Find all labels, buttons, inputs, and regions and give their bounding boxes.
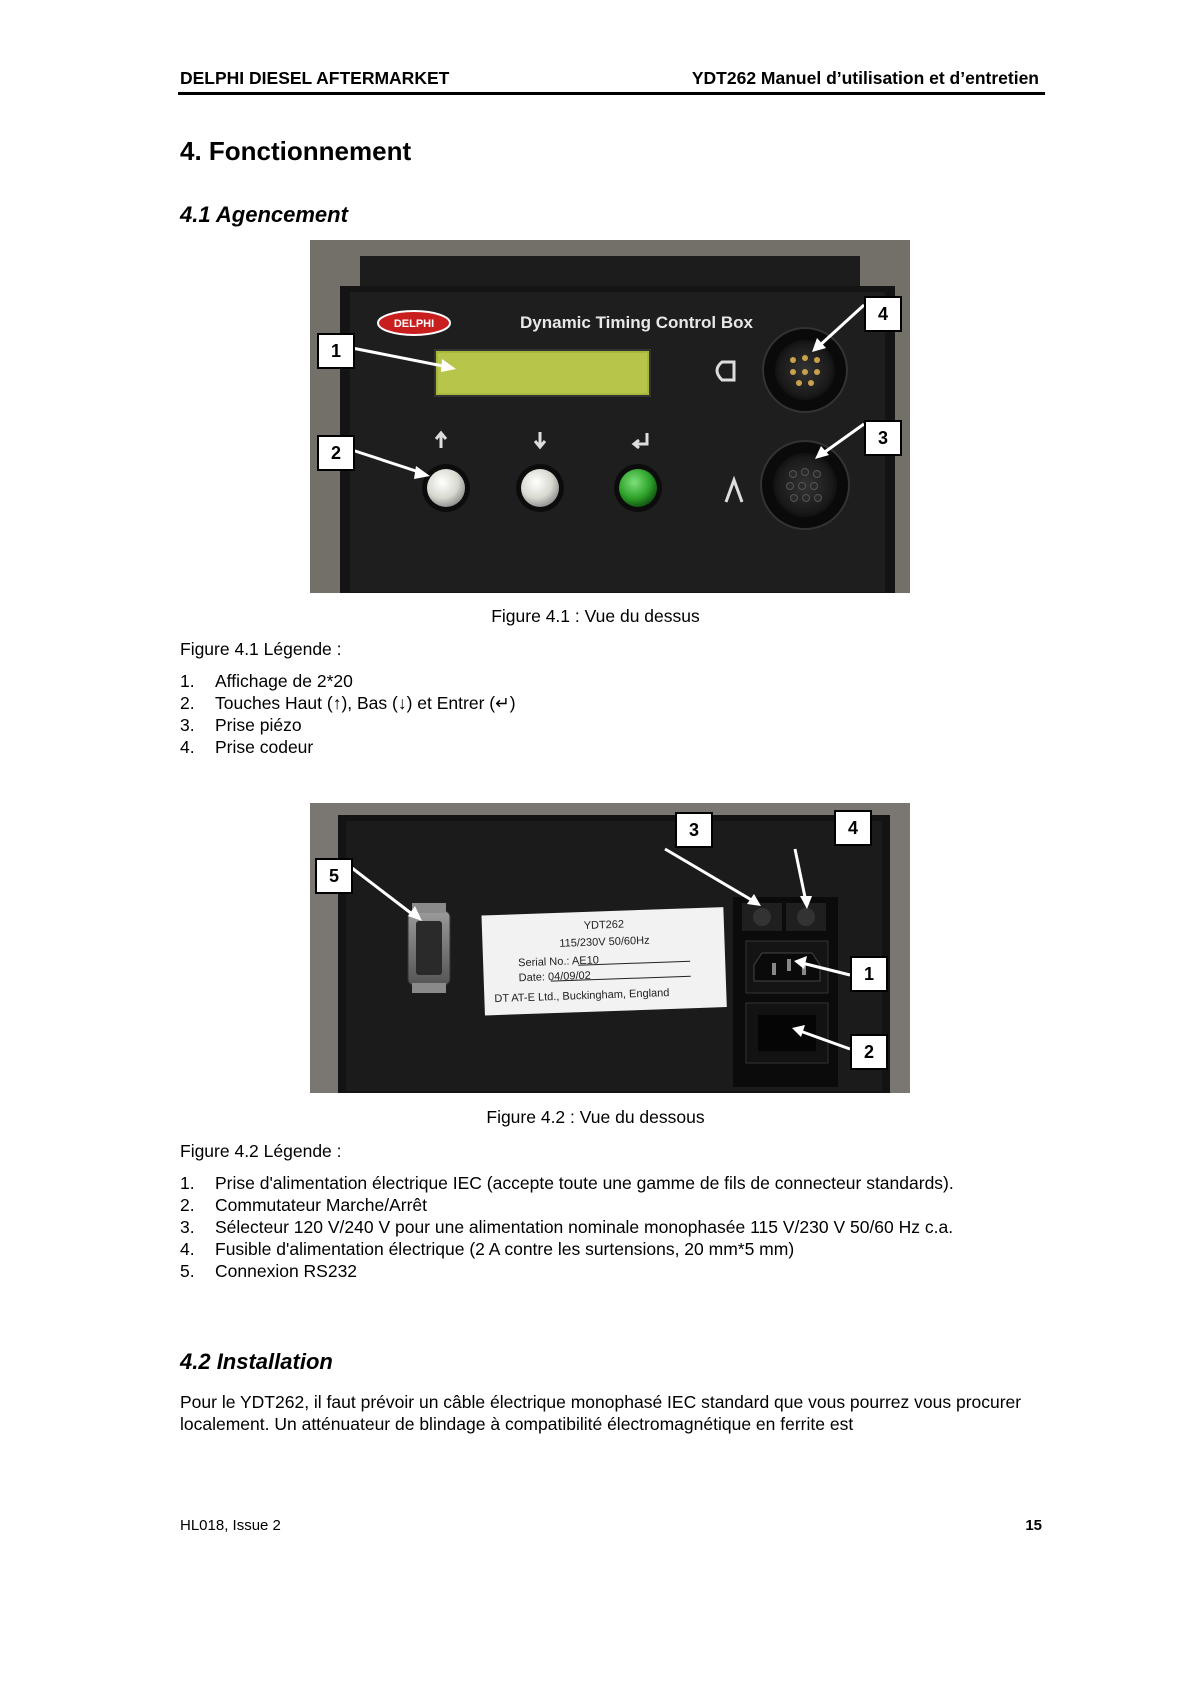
callout-1: 1 [850,956,888,992]
list-item: 3. Prise piézo [180,715,302,735]
callout-2: 2 [850,1034,888,1070]
label-manufacturer: DT AT-E Ltd., Buckingham, England [494,987,670,1006]
callout-3: 3 [675,812,713,848]
figure-4-1-legend-list [180,670,516,758]
page-header [178,66,1045,95]
list-item: 2. Touches Haut (↑), Bas (↓) et Entrer (↵) [180,693,516,713]
callout-2: 2 [317,435,355,471]
header-company: DELPHI DIESEL AFTERMARKET [180,68,450,88]
figure-4-1-photo [310,240,910,593]
subsection-title-agencement: 4.1 Agencement [180,202,348,227]
subsection-title-installation: 4.2 Installation [180,1349,333,1374]
list-item: 4. Prise codeur [180,737,314,757]
figure-4-1-legend-title: Figure 4.1 Légende : [180,639,342,659]
list-item: 1. Affichage de 2*20 [180,671,353,691]
callout-4: 4 [864,296,902,332]
figure-4-2-photo [310,803,910,1093]
figure-4-1-caption: Figure 4.1 : Vue du dessus [491,606,700,626]
installation-paragraph: Pour le YDT262, il faut prévoir un câble électrique monophasé IEC standard que vous pourrez vous procurer localement. Un atténuateur de blindage à compatibilité électromagnétique en ferrite est [180,1392,1022,1434]
delphi-logo: DELPHI [393,318,435,330]
list-item: 5. Connexion RS232 [180,1261,358,1281]
figure-4-2-legend-list [180,1172,954,1282]
header-document-title: YDT262 Manuel d’utilisation et d’entretien [691,68,1039,88]
callout-4: 4 [834,810,872,846]
figure-4-2-legend-title: Figure 4.2 Légende : [180,1141,342,1161]
footer-document-id: HL018, Issue 2 [180,1517,281,1534]
label-serial: Serial No.: AE10 [517,954,600,970]
page-number: 15 [1025,1517,1042,1534]
callout-1: 1 [317,333,355,369]
list-item: 3. Sélecteur 120 V/240 V pour une alimentation nominale monophasée 115 V/230 V 50/60 Hz c.a. [180,1217,954,1237]
label-voltage: 115/230V 50/60Hz [559,934,650,950]
box-title-label: Dynamic Timing Control Box [520,313,753,332]
label-model: YDT262 [583,918,625,932]
callout-3: 3 [864,420,902,456]
list-item: 4. Fusible d'alimentation électrique (2 A contre les surtensions, 20 mm*5 mm) [180,1239,795,1259]
label-date: Date: 04/09/02 [518,969,592,985]
figure-4-2-caption: Figure 4.2 : Vue du dessous [486,1107,705,1127]
list-item: 2. Commutateur Marche/Arrêt [180,1195,428,1215]
list-item: 1. Prise d'alimentation électrique IEC (accepte toute une gamme de fils de connecteur standards). [180,1173,954,1193]
callout-5: 5 [315,858,353,894]
section-title: 4. Fonctionnement [180,136,412,166]
